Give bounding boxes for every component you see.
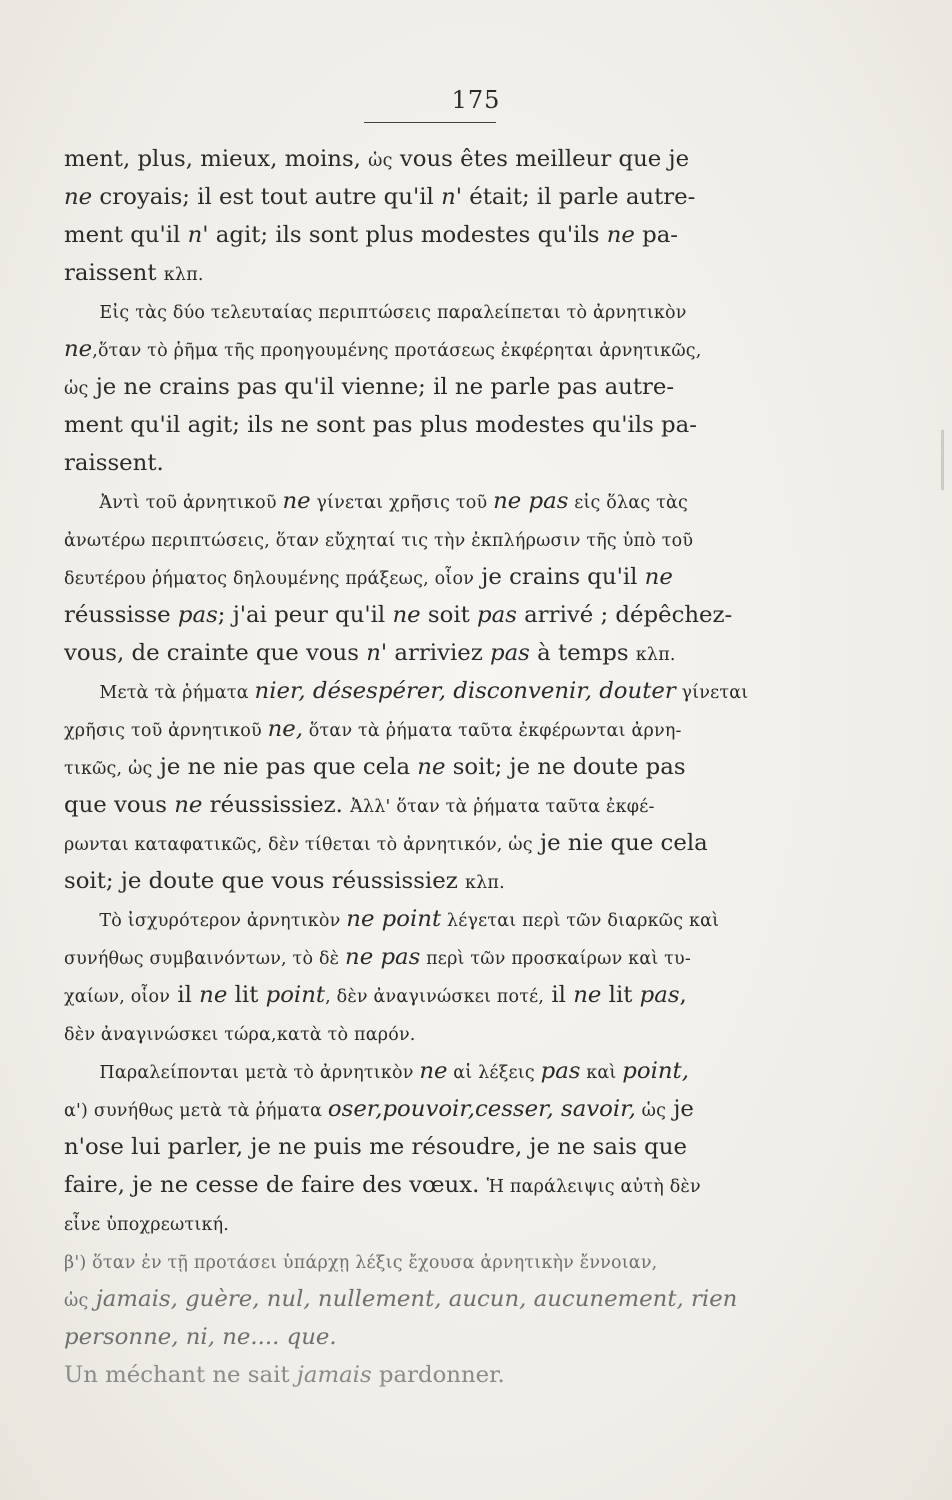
- text-segment: pa-: [634, 222, 679, 248]
- text-segment: n'ose lui parler, je ne puis me résoudre, je ne sais que: [64, 1134, 687, 1160]
- text-segment: ne: [417, 754, 446, 780]
- text-line: [64, 1090, 794, 1128]
- text-segment: Ἡ παράλειψις αὐτὴ δὲν: [486, 1177, 701, 1197]
- text-segment: ne: [419, 1058, 448, 1084]
- text-line: [64, 444, 794, 482]
- text-segment: soit; je ne doute pas: [445, 754, 686, 780]
- text-segment: Εἰς τὰς δύο τελευταίας περιπτώσεις παραλείπεται τὸ ἀρνητικὸν: [64, 303, 687, 323]
- page-edge-mark: [941, 430, 944, 490]
- text-line: [64, 520, 794, 558]
- text-line: [64, 748, 794, 786]
- text-segment: α') συνήθως μετὰ τὰ ῥήματα: [64, 1101, 328, 1121]
- text-line: [64, 596, 794, 634]
- text-segment: [88, 1286, 95, 1312]
- text-line: [64, 140, 794, 178]
- text-segment: ment, plus, mieux, moins,: [64, 146, 369, 172]
- text-segment: συνήθως συμβαινόντων, τὸ δὲ: [64, 949, 346, 969]
- text-segment: je ne crains pas qu'il vienne; il ne parle pas autre-: [88, 374, 675, 400]
- text-segment: arriviez: [387, 640, 490, 666]
- text-segment: ,: [679, 982, 687, 1008]
- text-segment: je nie que cela: [532, 830, 708, 856]
- text-segment: oser,pouvoir,cesser, savoir,: [327, 1096, 636, 1122]
- text-segment: β') ὅταν ἐν τῇ προτάσει ὑπάρχῃ λέξις ἔχουσα ἀρνητικὴν ἔννοιαν,: [64, 1253, 658, 1273]
- text-line: [64, 786, 794, 824]
- text-line: [64, 292, 794, 330]
- text-segment: ne point: [346, 906, 442, 932]
- text-segment: réussisse: [64, 602, 178, 628]
- text-segment: ὡς: [635, 1101, 667, 1121]
- text-segment: pas: [540, 1058, 581, 1084]
- text-segment: soit; je doute que vous réussissiez: [64, 868, 465, 894]
- text-segment: je: [666, 1096, 694, 1122]
- text-segment: δευτέρου ῥήματος δηλουμένης πράξεως, οἷον: [64, 569, 475, 589]
- text-segment: ne: [199, 982, 228, 1008]
- text-segment: croyais; il est tout autre qu'il: [92, 184, 442, 210]
- text-segment: ne: [392, 602, 421, 628]
- text-segment: agit; ils sont plus modestes qu'ils: [208, 222, 607, 248]
- text-segment: κλπ.: [163, 265, 204, 285]
- text-segment: ment qu'il: [64, 222, 188, 248]
- text-segment: jamais: [296, 1362, 372, 1388]
- text-line: [64, 330, 794, 368]
- text-line: [64, 1052, 794, 1090]
- text-segment: ; j'ai peur qu'il: [217, 602, 393, 628]
- text-line: [64, 254, 794, 292]
- header-rule: [364, 122, 496, 123]
- text-segment: je crains qu'il: [474, 564, 645, 590]
- text-segment: à temps: [529, 640, 636, 666]
- text-segment: ὡς: [64, 1291, 89, 1311]
- text-segment: que vous: [64, 792, 175, 818]
- text-segment: n': [366, 640, 388, 666]
- text-segment: δὲν ἀναγινώσκει τώρα,κατὰ τὸ παρόν.: [64, 1025, 416, 1045]
- text-line: [64, 1242, 794, 1280]
- text-line: [64, 672, 794, 710]
- text-segment: il: [544, 982, 574, 1008]
- text-segment: τικῶς, ὡς: [64, 759, 153, 779]
- text-line: [64, 368, 794, 406]
- text-segment: κλπ.: [635, 645, 676, 665]
- text-segment: χαίων, οἷον: [64, 987, 171, 1007]
- text-segment: ὡς: [64, 379, 89, 399]
- text-segment: ne: [606, 222, 635, 248]
- text-segment: ne: [64, 184, 93, 210]
- text-line: [64, 1128, 794, 1166]
- text-segment: ne: [644, 564, 673, 590]
- body-text: [64, 140, 794, 1394]
- text-segment: ὡς: [368, 151, 393, 171]
- text-line: [64, 1356, 794, 1394]
- text-segment: , δὲν ἀναγινώσκει ποτέ,: [325, 987, 545, 1007]
- text-segment: ne: [573, 982, 602, 1008]
- text-segment: ,ὅταν τὸ ῥῆμα τῆς προηγουμένης προτάσεως ἐκφέρηται ἀρνητικῶς,: [92, 341, 702, 361]
- text-segment: ρωνται καταφατικῶς, δὲν τίθεται τὸ ἀρνητικόν, ὡς: [64, 835, 533, 855]
- text-segment: γίνεται χρῆσις τοῦ: [310, 493, 494, 513]
- text-line: [64, 1318, 794, 1356]
- text-segment: était; il parle autre-: [462, 184, 696, 210]
- page-number: 175: [451, 86, 501, 114]
- text-segment: personne, ni, ne.... que.: [64, 1324, 337, 1350]
- text-segment: αἱ λέξεις: [447, 1063, 541, 1083]
- text-line: [64, 216, 794, 254]
- text-segment: ne: [174, 792, 203, 818]
- text-line: [64, 900, 794, 938]
- text-segment: il: [170, 982, 200, 1008]
- text-segment: faire, je ne cesse de faire des vœux.: [64, 1172, 487, 1198]
- text-segment: ἀνωτέρω περιπτώσεις, ὅταν εὔχηταί τις τὴν ἐκπλήρωσιν τῆς ὑπὸ τοῦ: [64, 531, 694, 551]
- text-segment: ne pas: [345, 944, 421, 970]
- text-segment: ne: [282, 488, 311, 514]
- text-segment: pas: [489, 640, 530, 666]
- text-segment: κλπ.: [464, 873, 505, 893]
- text-segment: ne: [64, 336, 93, 362]
- text-line: [64, 938, 794, 976]
- text-line: [64, 178, 794, 216]
- text-line: [64, 1204, 794, 1242]
- text-segment: réussissiez.: [202, 792, 351, 818]
- text-segment: pas: [639, 982, 680, 1008]
- text-segment: Τὸ ἰσχυρότερον ἀρνητικὸν: [64, 911, 347, 931]
- text-segment: ne pas: [493, 488, 569, 514]
- text-segment: Μετὰ τὰ ῥήματα: [64, 683, 255, 703]
- text-line: [64, 862, 794, 900]
- text-line: [64, 1280, 794, 1318]
- text-segment: n': [441, 184, 463, 210]
- text-segment: lit: [601, 982, 640, 1008]
- text-segment: pas: [477, 602, 517, 628]
- text-segment: εἶνε ὑποχρεωτική.: [64, 1215, 230, 1235]
- text-segment: raissent: [64, 260, 164, 286]
- text-segment: n': [187, 222, 209, 248]
- text-segment: γίνεται: [675, 683, 749, 703]
- text-segment: arrivé ; dépêchez-: [516, 602, 733, 628]
- text-line: [64, 406, 794, 444]
- text-segment: Un méchant ne sait: [64, 1362, 297, 1388]
- text-segment: pas: [177, 602, 218, 628]
- text-line: [64, 976, 794, 1014]
- text-segment: raissent.: [64, 450, 164, 476]
- text-segment: je ne nie pas que cela: [152, 754, 418, 780]
- text-segment: ment qu'il agit; ils ne sont pas plus modestes qu'ils pa-: [64, 412, 697, 438]
- text-line: [64, 482, 794, 520]
- text-segment: vous êtes meilleur que je: [392, 146, 690, 172]
- text-segment: Παραλείπονται μετὰ τὸ ἀρνητικὸν: [64, 1063, 420, 1083]
- text-line: [64, 634, 794, 672]
- text-line: [64, 710, 794, 748]
- text-segment: pardonner.: [371, 1362, 505, 1388]
- text-segment: λέγεται περὶ τῶν διαρκῶς καὶ: [441, 911, 720, 931]
- text-segment: καὶ: [580, 1063, 623, 1083]
- text-line: [64, 824, 794, 862]
- text-segment: point: [265, 982, 326, 1008]
- text-segment: ὅταν τὰ ῥήματα ταῦτα ἐκφέρωνται ἀρνη-: [303, 721, 682, 741]
- text-segment: vous, de crainte que vous: [64, 640, 367, 666]
- text-line: [64, 1014, 794, 1052]
- text-segment: χρῆσις τοῦ ἀρνητικοῦ: [64, 721, 268, 741]
- text-segment: jamais, guère, nul, nullement, aucun, aucunement, rien: [95, 1286, 738, 1312]
- text-segment: nier, désespérer, disconvenir, douter: [254, 678, 676, 704]
- text-segment: εἰς ὅλας τὰς: [568, 493, 689, 513]
- text-segment: Ἀλλ' ὅταν τὰ ῥήματα ταῦτα ἐκφέ-: [350, 797, 655, 817]
- text-segment: lit: [227, 982, 266, 1008]
- text-segment: ne,: [267, 716, 304, 742]
- text-segment: point,: [622, 1058, 689, 1084]
- text-segment: soit: [420, 602, 478, 628]
- text-segment: περὶ τῶν προσκαίρων καὶ τυ-: [420, 949, 691, 969]
- text-line: [64, 1166, 794, 1204]
- text-line: [64, 558, 794, 596]
- text-segment: Ἀντὶ τοῦ ἀρνητικοῦ: [64, 493, 283, 513]
